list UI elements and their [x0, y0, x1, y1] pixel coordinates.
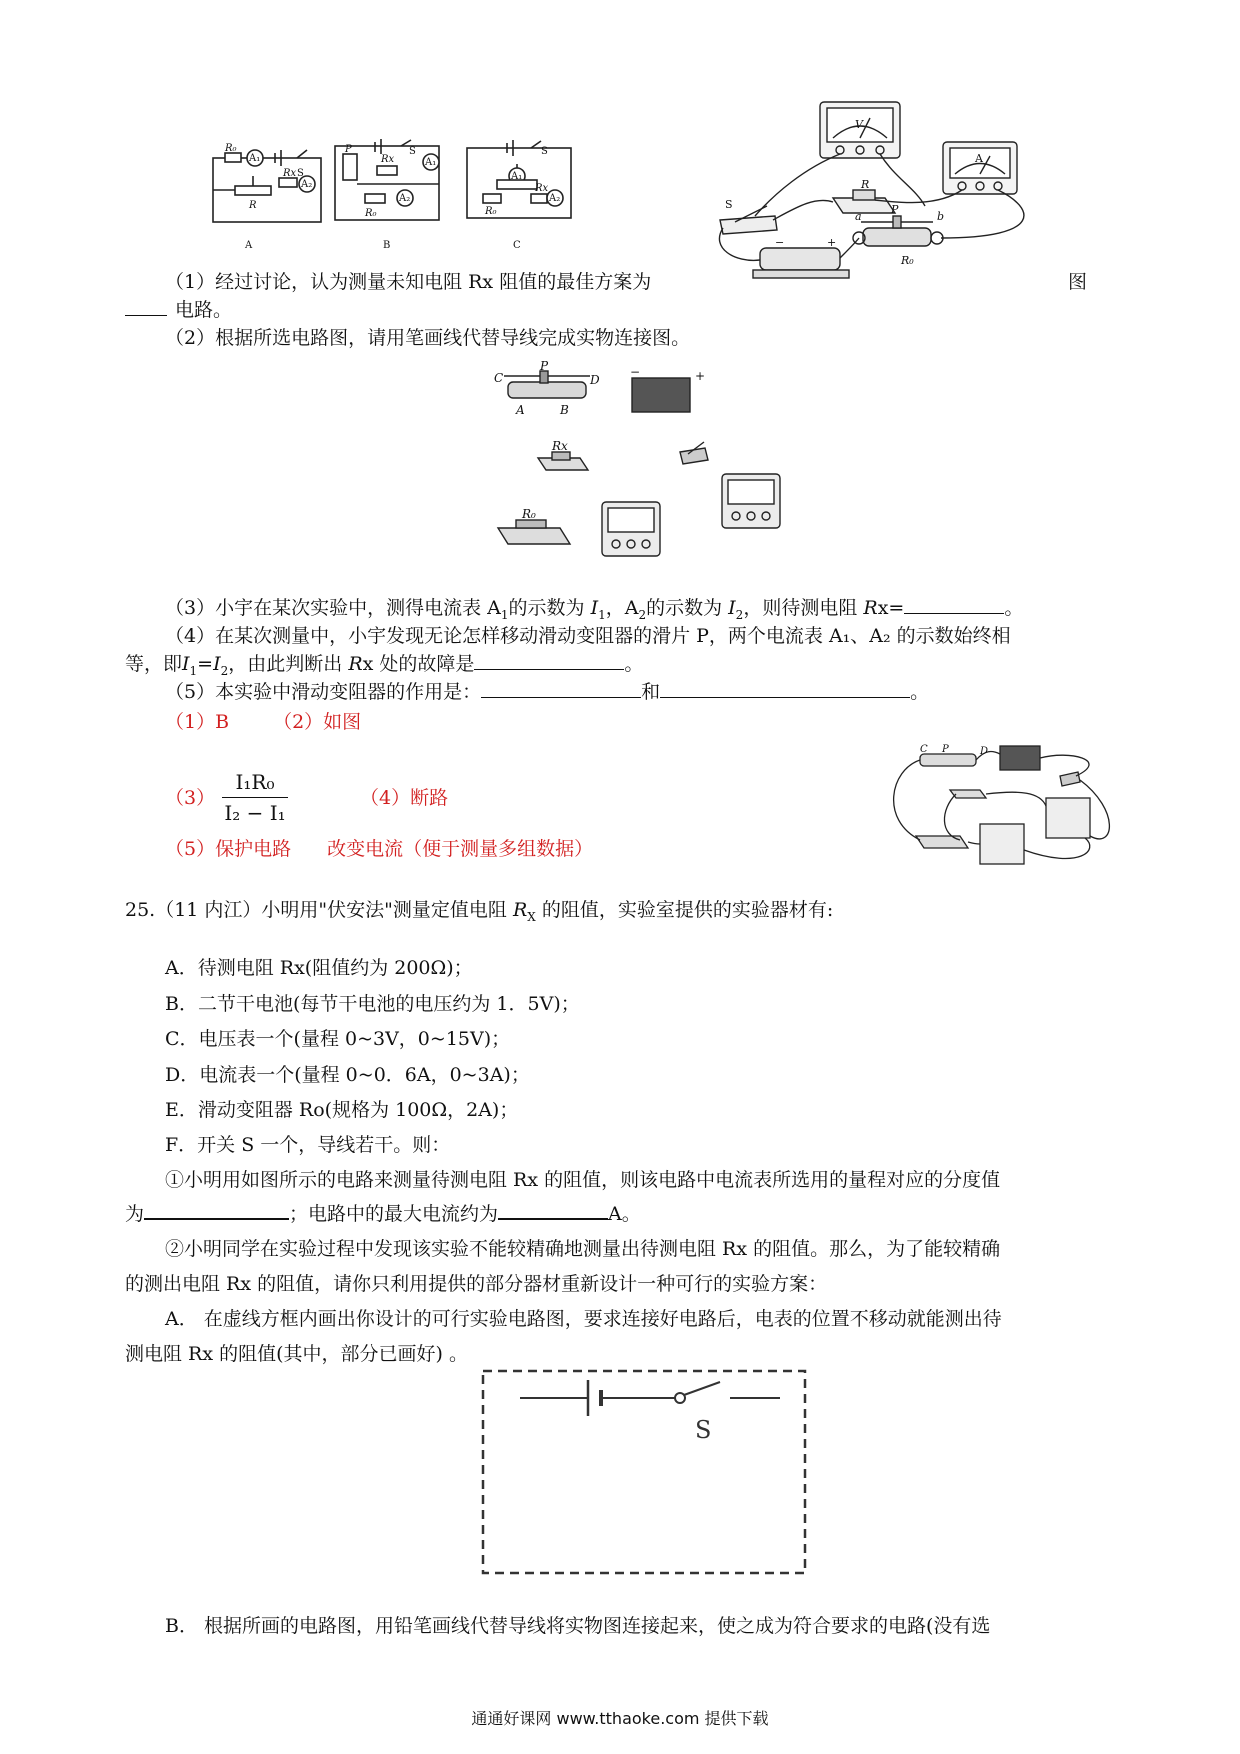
svg-text:S: S	[297, 168, 304, 179]
q24-part1-tail: 图	[1068, 271, 1088, 293]
q24-part4-line1: （4）在某次测量中，小宇发现无论怎样移动滑动变阻器的滑片 P，两个电流表 A₁、A₂ 的示数始终相	[165, 625, 1011, 647]
svg-text:C: C	[494, 371, 504, 385]
answer-blank-1[interactable]	[125, 297, 167, 316]
svg-text:P: P	[540, 359, 549, 373]
svg-text:R₀: R₀	[365, 208, 377, 219]
svg-text:−: −	[775, 236, 785, 249]
q24-part3: （3）小宇在某次实验中，测得电流表 $A_1$的示数为 $I_1$，$A_2$的示数为 $I_2$，则待测电阻 Rx= 。	[165, 597, 1024, 622]
svg-text:A: A	[516, 403, 525, 417]
answer-wiring-figure	[880, 740, 1130, 880]
label-c: C	[513, 240, 521, 251]
svg-text:S: S	[541, 146, 548, 157]
svg-text:P: P	[891, 203, 899, 216]
svg-text:Rx: Rx	[535, 183, 549, 194]
svg-text:R₀: R₀	[522, 507, 536, 521]
svg-text:Rx: Rx	[283, 168, 297, 179]
svg-text:R: R	[249, 200, 257, 211]
svg-text:+: +	[695, 369, 706, 383]
svg-text:A: A	[975, 152, 983, 165]
q25-c2-line1: ②小明同学在实验过程中发现该实验不能较精确地测量出待测电阻 Rx 的阻值。那么，为了能较精确	[165, 1238, 1001, 1260]
svg-text:P: P	[345, 144, 352, 155]
q24-part1: （1）经过讨论，认为测量未知电阻 Rx 阻值的最佳方案为	[165, 271, 652, 293]
q24-part2: （2）根据所选电路图，请用笔画线代替导线完成实物连接图。	[165, 327, 691, 349]
q25-item-d: D．电流表一个(量程 0~0．6A，0~3A)；	[165, 1064, 530, 1086]
svg-text:S: S	[725, 198, 733, 211]
q25-item-a: A．待测电阻 Rx(阻值约为 200Ω)；	[165, 957, 473, 979]
q25-sa-line1: A． 在虚线方框内画出你设计的可行实验电路图，要求连接好电路后，电表的位置不移动就能测出待	[165, 1308, 1002, 1330]
answer-blank-5b[interactable]	[660, 679, 910, 698]
q24-part4-line2: 等，即$I_1=I_2$，由此判断出 Rx 处的故障是 。	[125, 653, 644, 678]
svg-text:A₁: A₁	[511, 171, 523, 182]
svg-text:A₂: A₂	[549, 193, 561, 204]
svg-text:R: R	[861, 178, 870, 191]
circuit-drawing-box[interactable]	[480, 1368, 810, 1580]
answer-blank-4[interactable]	[474, 651, 624, 670]
svg-text:P: P	[942, 744, 949, 755]
svg-text:a: a	[855, 210, 862, 223]
q25-item-e: E．滑动变阻器 Ro(规格为 100Ω，2A)；	[165, 1099, 519, 1121]
svg-text:D: D	[980, 746, 989, 757]
answer-3-fraction: $\frac{\text{I₁R₀}}{\text{I₂ − I₁}}$	[222, 770, 288, 825]
label-b: B	[383, 240, 391, 251]
svg-text:A₂: A₂	[301, 179, 313, 190]
q25-sa-line2: 测电阻 Rx 的阻值(其中，部分已画好) 。	[125, 1343, 468, 1365]
svg-text:R₀: R₀	[901, 254, 914, 267]
answer-blank-7[interactable]	[498, 1200, 608, 1220]
svg-text:C: C	[920, 744, 928, 755]
q25-item-b: B．二节干电池(每节干电池的电压约为 1．5V)；	[165, 993, 580, 1015]
q25-sb-line1: B． 根据所画的电路图，用铅笔画线代替导线将实物图连接起来，使之成为符合要求的电路(没有选	[165, 1615, 991, 1637]
svg-text:Rx: Rx	[552, 439, 568, 453]
q25-c1-line1: ①小明用如图所示的电路来测量待测电阻 Rx 的阻值，则该电路中电流表所选用的量程对应的分度值	[165, 1169, 1001, 1191]
svg-text:A₁: A₁	[425, 157, 437, 168]
svg-text:B: B	[560, 403, 569, 417]
svg-text:b: b	[937, 210, 945, 223]
q25-intro: 25.（11 内江）小明用"伏安法"测量定值电阻 $R_X$ 的阻值，实验室提供的实验器材有:	[125, 899, 834, 924]
answer-blank-6[interactable]	[144, 1200, 289, 1220]
circuit-options-figure	[205, 140, 655, 252]
svg-text:−: −	[630, 365, 641, 379]
svg-text:V: V	[855, 118, 863, 131]
q25-item-f: F．开关 S 一个，导线若干。则：	[165, 1134, 451, 1156]
q24-part1-line2: 电路。	[125, 296, 1135, 324]
answer-5: （5）保护电路 改变电流（便于测量多组数据）	[165, 838, 594, 860]
page-footer: 通通好课网 www.tthaoke.com 提供下载	[471, 1709, 769, 1728]
answer-1-2: （1）B （2）如图	[165, 711, 362, 733]
svg-text:R₀: R₀	[485, 206, 497, 217]
svg-text:Rx: Rx	[381, 154, 395, 165]
answer-3-label: （3）	[165, 787, 216, 809]
svg-text:A₂: A₂	[399, 193, 411, 204]
svg-text:S: S	[409, 146, 416, 157]
switch-label: S	[695, 1416, 712, 1444]
svg-text:D: D	[590, 373, 600, 387]
svg-text:R₀: R₀	[225, 143, 237, 154]
answer-4: （4）断路	[360, 787, 449, 809]
components-figure	[490, 359, 810, 568]
answer-blank-5a[interactable]	[481, 679, 641, 698]
svg-text:A₁: A₁	[249, 153, 261, 164]
q25-c1-line2: 为 ；电路中的最大电流约为 A。	[125, 1200, 1135, 1228]
svg-text:+: +	[827, 236, 837, 249]
answer-blank-3[interactable]	[904, 595, 1004, 614]
q25-item-c: C．电压表一个(量程 0~3V，0~15V)；	[165, 1028, 511, 1050]
label-a: A	[245, 240, 253, 251]
q24-part5: （5）本实验中滑动变阻器的作用是： 和 。	[165, 681, 930, 703]
q25-c2-line2: 的测出电阻 Rx 的阻值，请你只利用提供的部分器材重新设计一种可行的实验方案：	[125, 1273, 828, 1295]
